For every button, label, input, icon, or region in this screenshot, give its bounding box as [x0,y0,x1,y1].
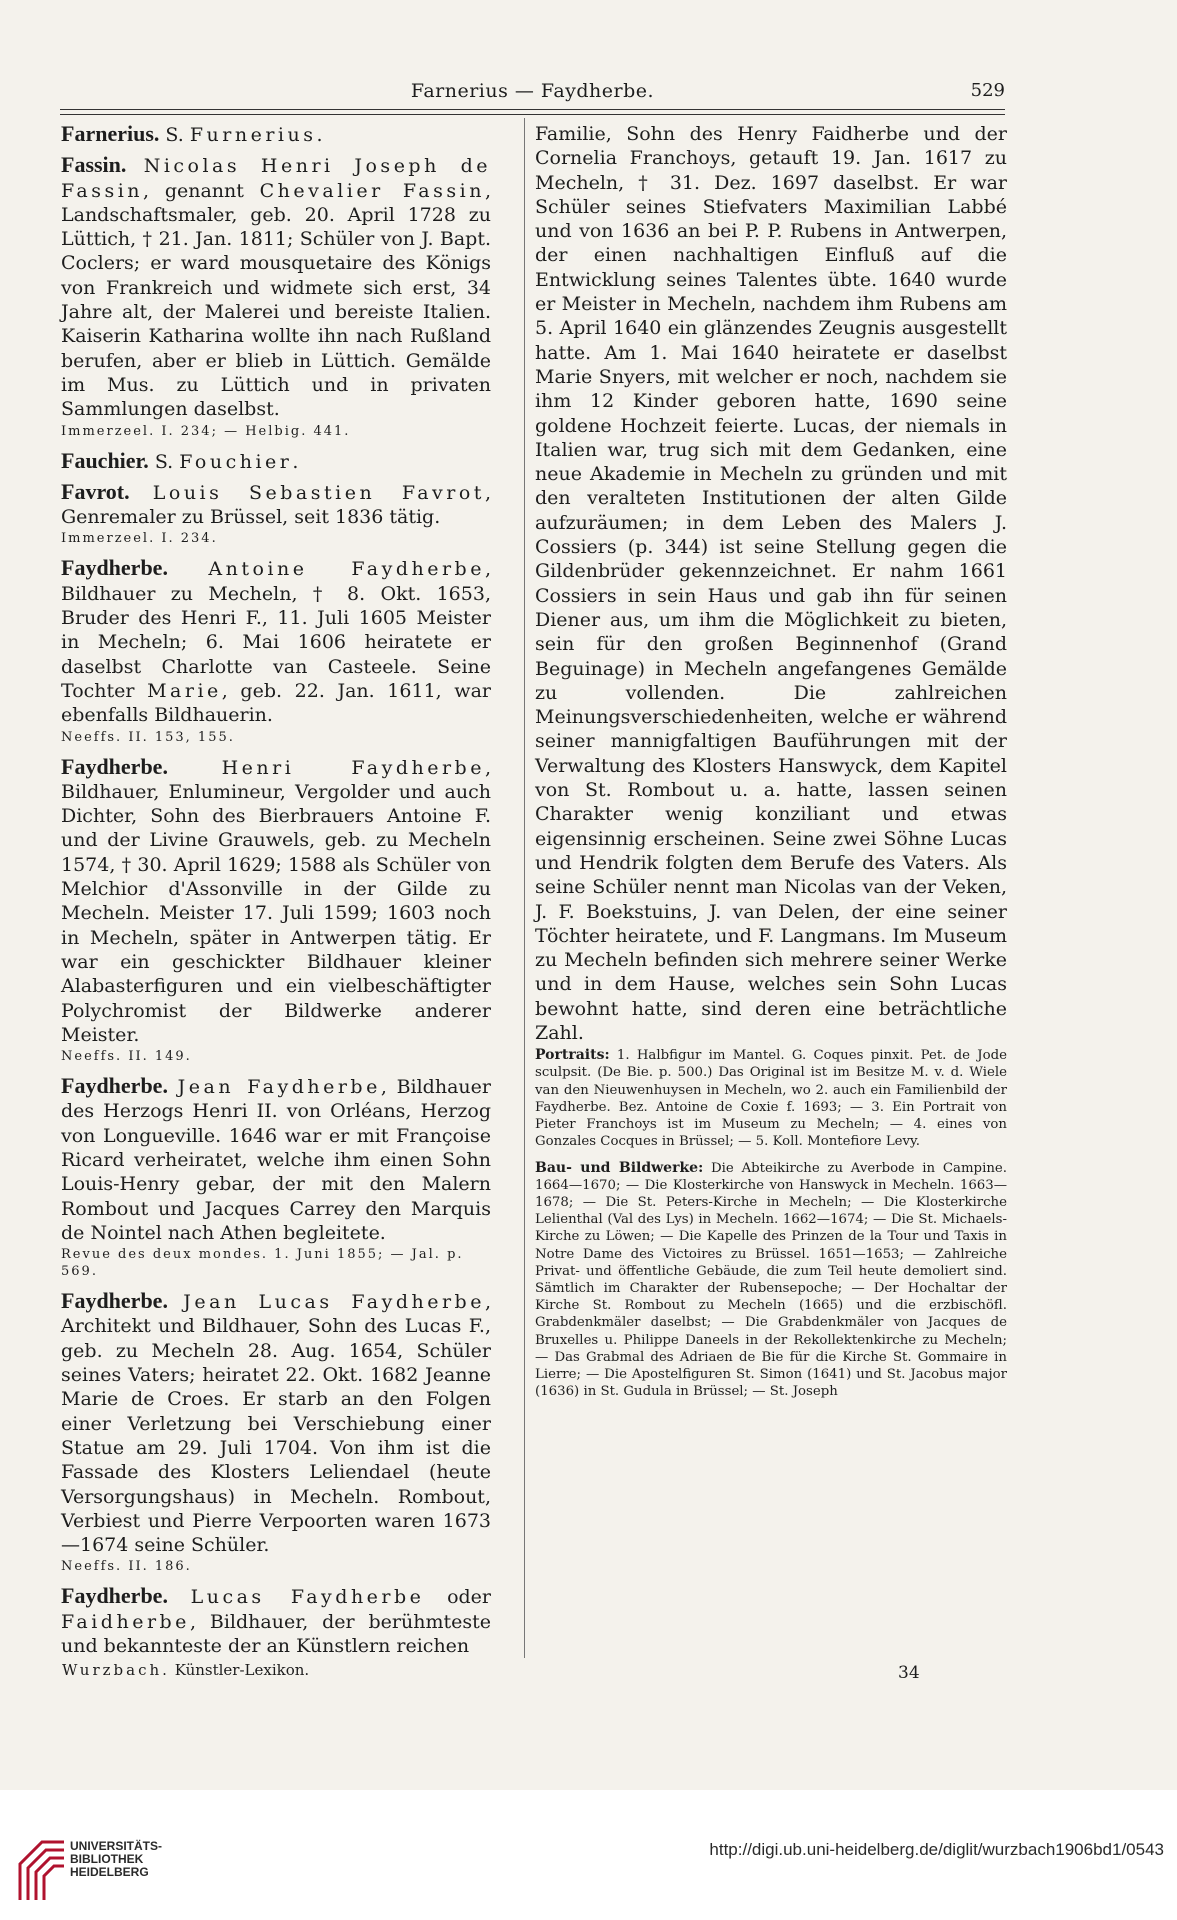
lexicon-entry [61,1289,491,1575]
lexicon-entry [61,480,491,548]
entry-lemma: Farnerius. [61,121,160,146]
header-rule [60,109,1005,110]
entry-text: , genannt [143,179,260,202]
entry-name-spaced: Henri Faydherbe [221,756,485,779]
entry-body [61,449,491,474]
entry-text [130,482,153,504]
running-title: Farnerius — Faydherbe. [410,80,655,102]
lexicon-entry [61,1584,491,1658]
library-logo-icon [12,1834,70,1904]
lexicon-entry [61,153,491,439]
entry-lemma: Favrot. [61,478,130,504]
entry-body [61,122,491,147]
printer-signature [62,1661,309,1679]
entry-lemma: Faydherbe. [61,1288,168,1314]
entry-name-spaced: Nicolas Henri Joseph de Fassin [61,155,492,202]
entry-text [126,155,143,177]
header-rule [60,114,1005,115]
entry-lemma: Faydherbe. [61,555,168,581]
entry-body [61,1074,491,1245]
page-footer [62,1661,1012,1687]
entry-name-spaced: Jean Faydherbe [177,1076,381,1099]
entry-body [61,755,491,1048]
lexicon-entry [61,122,491,147]
portraits-note [535,1047,1007,1150]
entry-name-spaced: Lucas Faydherbe [190,1586,425,1609]
sheet-number: 34 [898,1663,920,1683]
library-band [0,1790,1177,1920]
lexicon-entry [61,1074,491,1280]
entry-lemma: Fauchier. [61,447,149,473]
works-text: Die Abteikirche zu Averbode in Campine. 1664—1670; — Die Klosterkirche von Hanswyck in Mecheln. 1663—1678; — Die St. Peters-Kirche in Mecheln; — Die Klosterkirche Lelienthal (Val des Lys) in Mecheln. 1662—1674; — Die St. Michaels-Kirche zu Löwen; — Die Kapelle des Prinzen de la Tour und Taxis in Notre Dame des Victoires zu Brüssel. 1651—1653; — Zahlreiche Privat- und öffentliche Gebäude, die zum Teil heute demoliert sind. Sämtlich im Charakter der Rubensepoche; — Der Hochaltar der Kirche St. Rombout zu Mecheln (1665) und die erzbischöfl. Grabdenkmäler daselbst; — Die Grabdenkmäler von Jacques de Bruxelles u. Philippe Daneels in der Rekollektenkirche zu Mecheln; — Das Grabmal des Adriaen de Bie für die Kirche St. Gommaire in Lierre; — Die Apostelfiguren St. Simon (1641) und St. Jacobus major (1636) in St. Gudula in Brüssel; — St. Joseph [535,1160,1007,1400]
entry-text: , Bildhauer, der berühmteste und bekannteste der an Künstlern reichen [61,1610,491,1658]
entry-text: , Bildhauer des Herzogs Henri II. von Orléans, Herzog von Longueville. 1646 war er mit Françoise Ricard verheiratet, welche ihm einen Sohn Louis-Henry gebar, der mit den Malern Rombout und Jacques Carrey den Marquis de Nointel nach Athen begleitete. [61,1076,491,1244]
portraits-label: Portraits: [535,1047,610,1064]
entry-text: oder [424,1586,491,1609]
entry-body: Familie, Sohn des Henry Faidherbe und der Cornelia Franchoys, getauft 19. Jan. 1617 zu Mecheln, † 31. Dez. 1697 daselbst. Er war Schüler seines Stiefvaters Maximilian Labbé und von 1636 an bei P. P. Rubens in Antwerpen, der einen nachhaltigen Einfluß auf die Entwicklung seines Talentes übte. 1640 wurde er Meister in Mecheln, nachdem ihm Rubens am 5. April 1640 ein glänzendes Zeugnis ausgestellt hatte. Am 1. Mai 1640 heiratete er daselbst Marie Snyers, mit welcher er noch, nachdem sie ihm 12 Kinder geboren hatte, 1690 seine goldene Hochzeit feierte. Lucas, der niemals in Italien war, trug sich mit dem Gedanken, eine neue Akademie in Mecheln zu gründen und mit den veralteten Institutionen der alten Gilde aufzuräumen; in dem Leben des Malers J. Cossiers (p. 344) ist seine Stellung gegen die Gildenbrüder gekennzeichnet. Er nahm 1661 Cossiers in sein Haus und gab ihn für seinen Diener aus, um ihm die Möglichkeit zu bieten, sein für den großen Beginnenhof (Grand Beguinage) in Mecheln angefangenes Gemälde zu vollenden. Die zahlreichen Meinungsverschiedenheiten, welche er während seiner mannigfaltigen Bauführungen mit der Verwaltung des Klosters Hanswyck, dem Kapitel von St. Rombout u. a. hatte, lassen seinen Charakter wenig konziliant und etwas eigensinnig erscheinen. Seine zwei Söhne Lucas und Hendrik folgten dem Berufe des Vaters. Als seine Schüler nennt man Nicolas van der Veken, J. F. Boekstuins, J. van Delen, der eine seiner Töchter heiratete, und F. Langmans. Im Museum zu Mecheln befinden sich mehrere seiner Werke und in dem Hause, welches sein Sohn Lucas bewohnt hatte, sind deren eine beträchtliche Zahl. [535,123,1007,1044]
running-head [60,80,1005,106]
entry-name-spaced: Marie [147,679,222,702]
entry-reference: Revue des deux mondes. 1. Juni 1855; — Jal. p. 569. [61,1247,464,1280]
entry-text [168,1076,178,1098]
entry-reference: Neeffs. II. 186. [61,1559,192,1575]
entry-lemma: Faydherbe. [61,1073,168,1099]
lexicon-entry [61,556,491,745]
entry-text: S. [148,450,180,473]
right-column [535,122,1007,1409]
entry-text: , Genremaler zu Brüssel, seit 1836 tätig. [61,481,491,529]
entry-name-spaced: Jean Lucas Faydherbe [183,1291,485,1314]
portraits-text: 1. Halbfigur im Mantel. G. Coques pinxit. Pet. de Jode sculpsit. (De Bie. p. 500.) Das Original ist im Besitze M. v. d. Wiele van den Nieuwenhuysen in Mecheln, wo 2. auch ein Familienbild der Faydherbe. Bez. Antoine de Coxie f. 1693; — 3. Ein Portrait von Pieter Franchoys ist im Museum zu Mecheln; — 4. eines von Gonzales Cocques in Brüssel; — 5. Koll. Montefiore Levy. [535,1048,1007,1150]
notes [535,1047,1007,1400]
left-column [61,122,491,1664]
entry-body [61,480,491,530]
entry-body [61,1584,491,1658]
entry-continuation [535,122,1007,1045]
entry-reference: Neeffs. II. 149. [61,1049,192,1065]
entry-text: . [316,124,323,146]
entry-text: , Landschaftsmaler, geb. 20. April 1728 zu Lüttich, † 21. Jan. 1811; Schüler von J. Bapt. Coclers; er ward mousquetaire des Königs von Frankreich und widmete sich erst, 34 Jahre alt, der Malerei und bereiste Italien. Kaiserin Katharina wollte ihn nach Rußland berufen, aber er blieb in Lüttich. Gemälde im Mus. zu Lüttich und in privaten Sammlungen daselbst. [61,179,491,421]
entry-body [61,556,491,727]
lexicon-entry [61,449,491,474]
entry-body [61,153,491,421]
entry-name-spaced: Faidherbe [61,1610,190,1633]
entry-text [168,1291,183,1313]
entry-name-spaced: Chevalier Fassin [259,179,485,202]
entry-text [168,1586,191,1608]
entry-reference: Immerzeel. I. 234. [61,531,218,547]
entry-reference: Neeffs. II. 153, 155. [61,729,235,745]
entry-text: . [292,450,299,473]
library-name-line: BIBLIOTHEK [70,1852,144,1866]
entry-name-spaced: Fouchier [179,450,293,473]
works-note [535,1160,1007,1401]
entry-lemma: Fassin. [61,152,127,178]
entry-text: S. [159,124,190,146]
library-name-line: HEIDELBERG [70,1865,149,1879]
entry-reference: Immerzeel. I. 234; — Helbig. 441. [61,423,351,439]
library-name [70,1840,162,1879]
signature-title: Künstler-Lexikon. [169,1661,310,1679]
entry-name-spaced: Antoine Faydherbe [208,558,485,581]
signature-author: Wurzbach. [62,1661,170,1679]
entry-lemma: Faydherbe. [61,1583,168,1609]
entry-text [168,757,222,779]
entry-text: , Bildhauer zu Mecheln, † 8. Okt. 1653, Bruder des Henri F., 11. Juli 1605 Meister in Mecheln; 6. Mai 1606 heiratete er daselbst Charlotte van Casteele. Seine Tochter [61,558,492,702]
entry-name-spaced: Furnerius [189,124,317,146]
library-name-line: UNIVERSITÄTS- [70,1839,163,1853]
entry-text [168,558,208,580]
works-label: Bau- und Bildwerke: [535,1159,704,1176]
entry-name-spaced: Louis Sebastien Favrot [152,481,485,504]
entry-text: , geb. 22. Jan. 1611, war ebenfalls Bildhauerin. [61,679,491,727]
source-url[interactable]: http://digi.ub.uni-heidelberg.de/diglit/wurzbach1906bd1/0543 [709,1840,1164,1859]
column-divider [524,118,525,1658]
entry-body [61,1289,491,1557]
entry-lemma: Faydherbe. [61,753,168,779]
page-number: 529 [970,80,1005,101]
entry-text: , Architekt und Bildhauer, Sohn des Lucas F., geb. zu Mecheln 28. Aug. 1654, Schüler seines Vaters; heiratet 22. Okt. 1682 Jeanne Marie de Croes. Er starb an den Folgen einer Verletzung bei Verschiebung einer Statue am 29. Juli 1704. Von ihm ist die Fassade des Klosters Leliendael (heute Versorgungshaus) in Mecheln. Rombout, Verbiest und Pierre Verpoorten waren 1673—1674 seine Schüler. [61,1291,491,1557]
entry-text: , Bildhauer, Enlumineur, Vergolder und auch Dichter, Sohn des Bierbrauers Antoine F. und der Livine Grauwels, geb. zu Mecheln 1574, † 30. April 1629; 1588 als Schüler von Melchior d'Assonville in der Gilde zu Mecheln. Meister 17. Juli 1599; 1603 noch in Mecheln, später in Antwerpen tätig. Er war ein geschickter Bildhauer kleiner Alabasterfiguren und ein vielbeschäftigter Polychromist der Bildwerke anderer Meister. [61,756,492,1046]
lexicon-entry [61,755,491,1066]
